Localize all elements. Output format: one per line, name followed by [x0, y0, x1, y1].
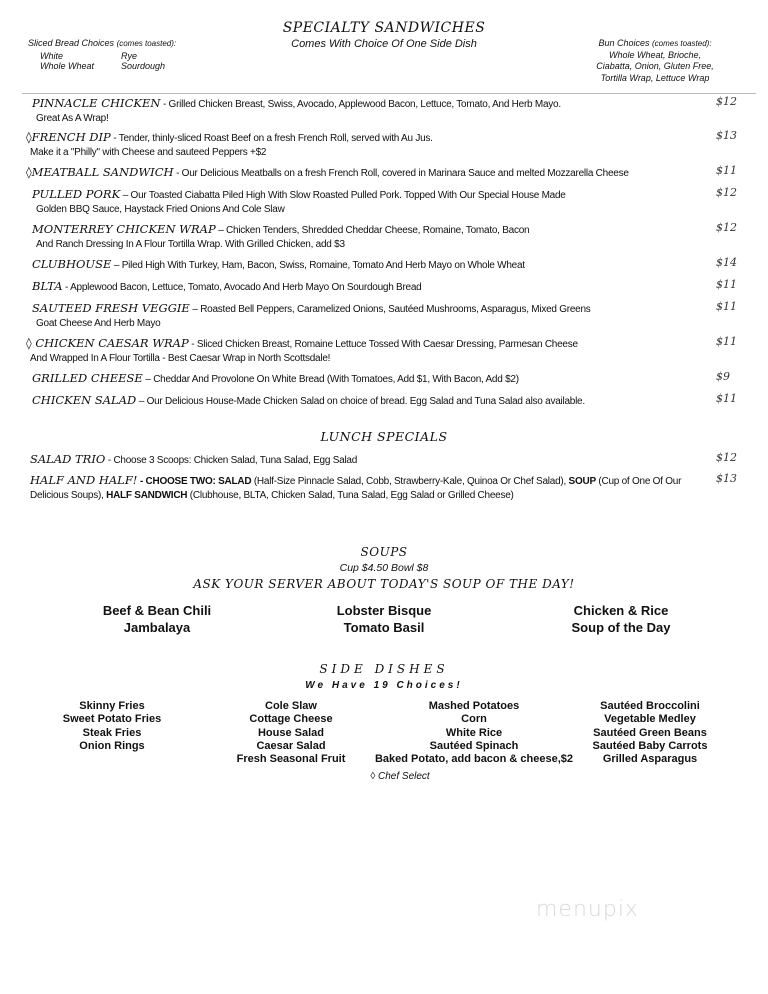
soups-title: SOUPS	[360, 545, 408, 559]
menu-item	[32, 257, 682, 273]
item-description: – Our Toasted Ciabatta Piled High With Slow Roasted Pulled Pork. Topped With Our Special House Made	[120, 190, 566, 201]
side-dish: Mashed Potatoes	[428, 700, 520, 712]
soup-name: Beef & Bean Chili	[102, 603, 212, 618]
side-column	[374, 700, 574, 766]
item-name: GRILLED CHEESE	[32, 371, 143, 385]
item-note: Goat Cheese And Herb Mayo	[36, 318, 161, 329]
item-name: PULLED PORK	[32, 187, 121, 201]
bun-line: Whole Wheat, Brioche,	[608, 49, 702, 60]
item-price: $13	[716, 472, 737, 485]
bread-choices	[28, 38, 176, 48]
lunch-item	[30, 452, 690, 468]
item-price: $11	[716, 278, 737, 291]
item-description: (Clubhouse, BLTA, Chicken Salad, Tuna Salad, Egg Salad or Grilled Cheese)	[187, 490, 514, 501]
menu-item	[32, 393, 682, 409]
item-name: PINNACLE CHICKEN	[32, 96, 161, 110]
bun-choices	[570, 38, 740, 84]
bun-note: (comes toasted):	[651, 39, 712, 48]
item-description: – Chicken Tenders, Shredded Cheddar Cheese, Romaine, Tomato, Bacon	[215, 225, 530, 236]
menu-item	[32, 301, 682, 331]
side-dish: Steak Fries	[82, 726, 142, 739]
item-price: $11	[716, 300, 737, 313]
menu-item	[26, 130, 676, 160]
bread-label: Sliced Bread Choices	[28, 38, 115, 48]
menu-title: SPECIALTY SANDWICHES	[282, 20, 486, 36]
side-dishes-subtitle: We Have 19 Choices!	[305, 680, 463, 691]
item-description: SOUP	[568, 476, 596, 487]
side-dish: Sweet Potato Fries	[62, 713, 162, 726]
menu-item	[32, 222, 682, 252]
item-name: MONTERREY CHICKEN WRAP	[32, 222, 216, 236]
side-dish: Corn	[461, 713, 487, 726]
chef-select-legend: ◊ Chef Select	[370, 771, 430, 782]
soup-name: Chicken & Rice	[573, 603, 669, 618]
lunch-specials-title: LUNCH SPECIALS	[320, 429, 448, 444]
item-name: SALAD TRIO	[30, 452, 106, 466]
side-dish: Sautéed Spinach	[429, 739, 519, 752]
bread-option: Rye	[121, 51, 138, 61]
bread-note: (comes toasted):	[116, 39, 177, 48]
side-dish: Cottage Cheese	[249, 713, 333, 726]
side-dish: Grilled Asparagus	[602, 753, 698, 766]
side-column	[196, 700, 386, 766]
menu-item	[26, 165, 676, 181]
item-name: ◊FRENCH DIP	[26, 130, 111, 144]
menupix-watermark: menupix	[536, 897, 639, 922]
item-name: CLUBHOUSE	[32, 257, 112, 271]
item-description: - Our Delicious Meatballs on a fresh French Roll, covered in Marinara Sauce and melted Mozzarella Cheese	[173, 168, 629, 179]
item-price: $12	[716, 95, 737, 108]
side-dish: Sautéed Baby Carrots	[592, 739, 708, 752]
lunch-item	[30, 473, 690, 503]
item-price: $12	[716, 221, 737, 234]
bun-line: Ciabatta, Onion, Gluten Free,	[596, 61, 714, 71]
soup-column	[284, 602, 484, 636]
item-note: And Wrapped In A Flour Tortilla - Best Caesar Wrap in North Scottsdale!	[30, 353, 331, 364]
item-description: - Applewood Bacon, Lettuce, Tomato, Avocado And Herb Mayo On Sourdough Bread	[62, 282, 422, 293]
bun-line: Tortilla Wrap, Lettuce Wrap	[600, 72, 710, 83]
item-description: – Roasted Bell Peppers, Caramelized Onions, Sautéed Mushrooms, Asparagus, Mixed Greens	[189, 304, 591, 315]
soup-prices: Cup $4.50 Bowl $8	[339, 562, 429, 574]
side-dishes-title: SIDE DISHES	[319, 662, 449, 676]
soup-name: Jambalaya	[123, 620, 191, 635]
item-description: – Piled High With Turkey, Ham, Bacon, Swiss, Romaine, Tomato And Herb Mayo on Whole Wheat	[111, 260, 525, 271]
bun-label: Bun Choices	[598, 38, 650, 48]
item-name: CHICKEN SALAD	[32, 393, 137, 407]
soup-column	[521, 602, 721, 636]
item-description: – Cheddar And Provolone On White Bread (With Tomatoes, Add $1, With Bacon, Add $2)	[142, 374, 519, 385]
item-description: (Cup of One Of Our Delicious Soups),	[30, 476, 682, 501]
menu-item	[32, 279, 682, 295]
bread-option: White	[40, 51, 64, 61]
item-name: ◊ CHICKEN CAESAR WRAP	[26, 336, 189, 350]
menu-item	[32, 187, 682, 217]
item-name: ◊MEATBALL SANDWICH	[26, 165, 174, 179]
item-description: - Sliced Chicken Breast, Romaine Lettuce Tossed With Caesar Dressing, Parmesan Cheese	[188, 339, 578, 350]
item-note: And Ranch Dressing In A Flour Tortilla Wrap. With Grilled Chicken, add $3	[36, 239, 345, 250]
side-dish: Skinny Fries	[79, 700, 145, 712]
item-price: $14	[716, 256, 737, 269]
item-note: Great As A Wrap!	[36, 113, 109, 124]
menu-item	[32, 96, 682, 126]
item-name: HALF AND HALF!	[30, 473, 138, 487]
item-description: – Our Delicious House-Made Chicken Salad on choice of bread. Egg Salad and Tuna Salad also available.	[136, 396, 585, 407]
item-note: Golden BBQ Sauce, Haystack Fried Onions And Cole Slaw	[36, 204, 285, 215]
item-price: $12	[716, 186, 737, 199]
menu-item	[32, 371, 682, 387]
side-column	[555, 700, 745, 766]
side-dish: Sautéed Green Beans	[593, 726, 707, 739]
menu-item	[26, 336, 676, 366]
item-description: - Choose 3 Scoops: Chicken Salad, Tuna Salad, Egg Salad	[105, 455, 358, 466]
menu-subtitle: Comes With Choice Of One Side Dish	[291, 38, 477, 50]
item-name: SAUTEED FRESH VEGGIE	[32, 301, 190, 315]
soup-column	[57, 602, 257, 636]
item-description: - CHOOSE TWO: SALAD	[137, 476, 252, 487]
side-column	[17, 700, 207, 753]
side-dish: House Salad	[257, 726, 325, 739]
divider	[22, 93, 756, 94]
side-dish: Vegetable Medley	[604, 713, 696, 726]
item-description: - Grilled Chicken Breast, Swiss, Avocado, Applewood Bacon, Lettuce, Tomato, And Herb Mayo.	[160, 99, 561, 110]
item-description: (Half-Size Pinnacle Salad, Cobb, Strawberry-Kale, Quinoa Or Chef Salad),	[251, 476, 569, 487]
side-dish: White Rice	[445, 726, 503, 739]
bread-option: Whole Wheat	[40, 61, 95, 71]
side-dish: Fresh Seasonal Fruit	[236, 753, 346, 766]
item-description: - Tender, thinly-sliced Roast Beef on a fresh French Roll, served with Au Jus.	[110, 133, 433, 144]
side-dish: Cole Slaw	[265, 700, 317, 712]
bread-option: Sourdough	[121, 61, 166, 71]
item-price: $11	[716, 164, 737, 177]
item-price: $9	[716, 370, 730, 383]
item-price: $12	[716, 451, 737, 464]
item-name: BLTA	[32, 279, 63, 293]
soup-name: Soup of the Day	[571, 620, 671, 635]
soup-name: Tomato Basil	[343, 620, 425, 635]
soup-callout: ASK YOUR SERVER ABOUT TODAY'S SOUP OF THE DAY!	[193, 577, 575, 591]
item-note: Make it a "Philly" with Cheese and sauteed Peppers +$2	[30, 147, 267, 158]
item-price: $11	[716, 335, 737, 348]
side-dish: Onion Rings	[79, 739, 145, 752]
side-dish: Baked Potato, add bacon & cheese,$2	[374, 753, 574, 766]
side-dish: Caesar Salad	[256, 739, 326, 752]
soup-name: Lobster Bisque	[336, 603, 432, 618]
item-price: $11	[716, 392, 737, 405]
item-price: $13	[716, 129, 737, 142]
side-dish: Sautéed Broccolini	[600, 700, 700, 712]
item-description: HALF SANDWICH	[106, 490, 188, 501]
